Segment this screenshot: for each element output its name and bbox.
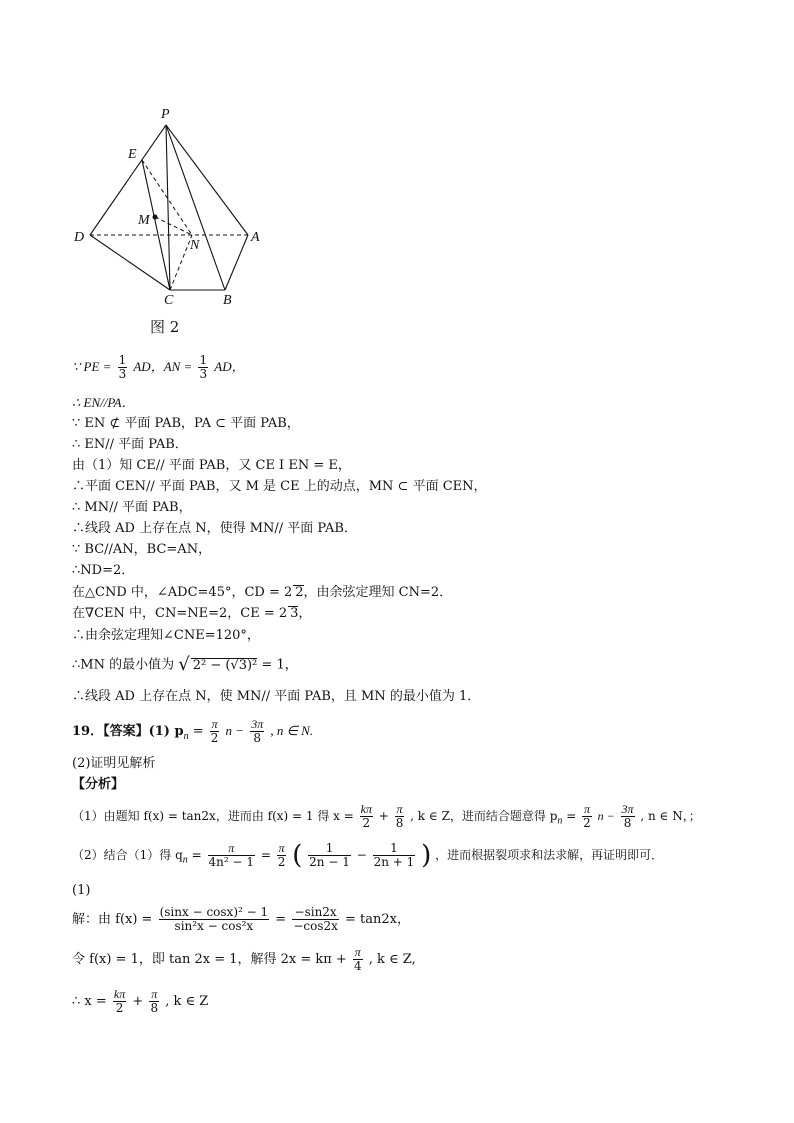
label-N: N [190,238,200,253]
figure-caption: 图 2 [150,318,180,336]
line-14: ∴MN 的最小值为 √ 2² − (√3)² = 1， [72,654,298,675]
line-10: ∴ND=2． [72,563,135,578]
line-15: ∴线段 AD 上存在点 N，使 MN// 平面 PAB，且 MN 的最小值为 1． [72,689,481,704]
label-A: A [251,230,260,245]
analysis-header: 【分析】 [72,777,125,792]
line-21: (1) [72,883,91,898]
point-M [153,215,158,220]
label-C: C [164,293,174,308]
edge-PC [166,125,170,290]
line-19: （1）由题知 f(x) = tan2x，进而由 f(x) = 1 得 x = $\frac{k\pi}{2}$ + $\frac{\pi}{8}$ , k ∈ Z，进而结合题意得 $p_n$ = $\frac{\pi}{2}$ n − $\frac{3\pi}{8}$ , n ∈ N，； [72,802,701,831]
line-13: ∴由余弦定理知∠CNE=120°， [72,628,260,643]
line-11: 在△CND 中，∠ADC=45°，CD = 2 2，由余弦定理知 CN=2． [72,585,453,600]
line-6: ∴平面 CEN// 平面 PAB，又 M 是 CE 上的动点，MN ⊂ 平面 CEN， [72,479,487,494]
label-P: P [161,107,170,122]
line-20: （2）结合（1）得 $q_n$ = $\frac{\pi}{\text{4n² − 1}}$ = $\frac{\pi}{2}$ ( $\frac{1}{2n - 1}$ − $\frac{1}{2n + 1}$ ) ，进而根据裂项求和法求解，再证明即可． [72,840,664,871]
line-8: ∴线段 AD 上存在点 N，使得 MN// 平面 PAB． [72,521,357,536]
dashed-CN [170,235,192,290]
line-9: ∵ BC//AN，BC=AN， [72,542,212,557]
line-7: ∴ MN// 平面 PAB， [72,500,192,515]
edge-PA [166,125,248,235]
edge-BA [225,235,248,290]
edge-DC [90,235,170,290]
label-D: D [74,230,85,245]
line-1: ∵ PE = $\frac{1}{3}$ AD，AN = $\frac{1}{3}$ AD， [72,353,245,382]
edge-PB [166,125,225,290]
label-E: E [128,147,137,162]
line-3: ∵ EN ⊄ 平面 PAB，PA ⊂ 平面 PAB， [72,416,300,431]
pyramid-figure [60,95,290,320]
line-4: ∴ EN// 平面 PAB． [72,437,188,452]
label-M: M [138,213,150,228]
line-16-answer: 19．【答案】(1) $p_n$ = $\frac{\pi}{2}$ n − $\frac{3\pi}{8}$ , n ∈ N. [72,717,314,746]
line-24: ∴ x = $\frac{k\pi}{2}$ + $\frac{\pi}{8}$ , k ∈ Z [72,987,209,1016]
line-2: ∴ EN//PA． [72,395,135,410]
label-B: B [223,293,232,308]
line-23: 令 f(x) = 1，即 tan 2x = 1，解得 2x = kπ + $\frac{\pi}{4}$ , k ∈ Z, [72,945,416,974]
line-12: 在∇CEN 中，CN=NE=2，CE = 2 3， [72,606,312,621]
line-17: (2)证明见解析 [72,756,156,771]
line-5: 由（1）知 CE// 平面 PAB，又 CE I EN = E， [72,458,351,473]
line-22: 解：由 f(x) = $\frac{\text{(sinx − cosx)² − 1}}{\text{sin²x − cos²x}}$ = $\frac{-\sin 2x}{-\cos 2x}$ = tan2x， [72,905,411,934]
